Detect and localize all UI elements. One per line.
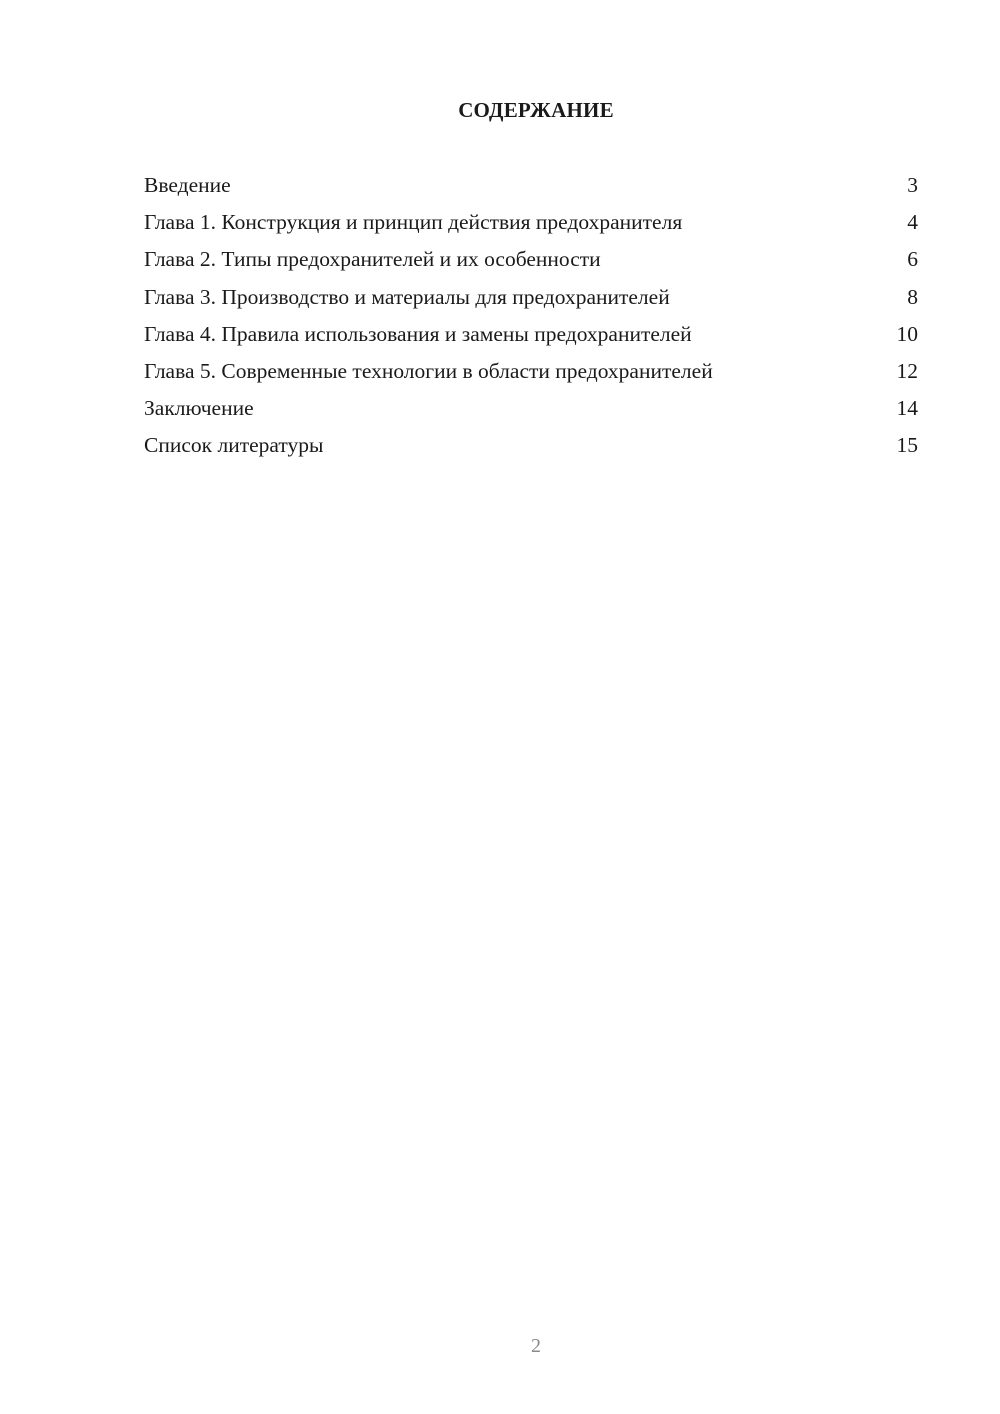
toc-entry-page: 6: [907, 247, 918, 272]
page-title: СОДЕРЖАНИЕ: [458, 98, 614, 122]
toc-entry-label: Глава 3. Производство и материалы для предохранителей: [144, 284, 670, 309]
toc-entry-chapter-3[interactable]: [144, 282, 918, 319]
toc-entry-label: Глава 4. Правила использования и замены предохранителей: [144, 321, 692, 346]
toc-entry-label: Глава 2. Типы предохранителей и их особенности: [144, 247, 601, 272]
toc-entry-page: 4: [907, 210, 918, 235]
toc-entry-conclusion[interactable]: [144, 393, 918, 430]
page-number: 2: [531, 1335, 541, 1357]
toc-entry-references[interactable]: [144, 430, 918, 467]
toc-entry-chapter-1[interactable]: [144, 207, 918, 244]
toc-entry-label: Глава 5. Современные технологии в области предохранителей: [144, 358, 713, 383]
toc-entry-page: 14: [896, 396, 918, 421]
toc-entry-page: 8: [907, 284, 918, 309]
toc-entry-page: 3: [907, 173, 918, 197]
toc-entry-introduction[interactable]: [144, 170, 918, 207]
toc-entry-chapter-5[interactable]: [144, 356, 918, 393]
toc-entry-chapter-4[interactable]: [144, 319, 918, 356]
table-of-contents: [144, 170, 918, 468]
toc-entry-page: 15: [896, 433, 918, 458]
toc-entry-label: Введение: [144, 173, 231, 197]
toc-entry-page: 10: [896, 321, 918, 346]
toc-entry-label: Заключение: [144, 396, 254, 421]
toc-entry-page: 12: [896, 358, 918, 383]
toc-entry-label: Глава 1. Конструкция и принцип действия предохранителя: [144, 210, 683, 235]
toc-entry-label: Список литературы: [144, 433, 324, 458]
toc-entry-chapter-2[interactable]: [144, 244, 918, 281]
